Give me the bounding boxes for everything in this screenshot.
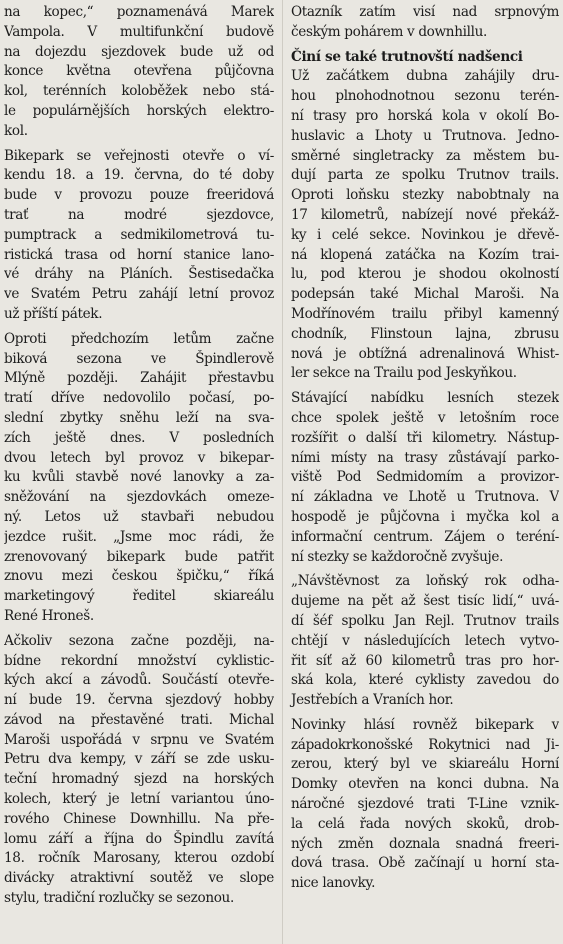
text-line: „Návštěvnost za loňský rok odha- [291,573,559,590]
text-line: la celá řada nových skoků, drob- [291,815,559,832]
text-line: viště Pod Sedmidomím a provizor- [291,469,559,486]
text-line: hou plnohodnotnou sezonu terén- [291,88,559,105]
text-line: Modřínovém trailu přibyl kamenný [291,305,559,322]
text-line: Maroši uspořádá v srpnu ve Svatém [4,731,274,748]
text-line: dí šéf spolku Jan Rejl. Trutnov trails [291,612,559,629]
text-line: ný. Letos už stavbaři nebudou [4,508,274,525]
text-line: informační centrum. Zájem o teréní- [291,528,559,545]
text-line: dvou letech byl provoz v bikepar- [4,449,274,466]
text-line: bude v provozu pouze freeridová [4,187,274,204]
text-line: rozšířit o další tři kilometry. Nástup- [291,429,559,446]
text-line: 17 kilometrů, nabízejí nové překáž- [291,206,559,223]
text-line: ler sekce na Trailu pod Jeskyňkou. [291,365,517,382]
text-line: znovu mezi českou špičku,“ říká [4,568,274,585]
text-line: ku kvůli stavbě nové lanovky a za- [4,469,274,486]
text-line: Bikepark se veřejnosti otevře o ví- [4,147,274,164]
article-paragraph [291,43,559,385]
article-paragraph [291,3,559,43]
text-line: le populárnějších horských elektro- [4,102,274,119]
text-line: ská kola, které cyklisty zavedou do [291,672,559,689]
text-line: na dojezdu sjezdovek bude už od [4,43,274,60]
text-line: zích ještě dnes. V posledních [4,429,274,446]
article-column-right [291,3,559,894]
text-line: Vampola. V multifunkční budově [4,23,274,40]
article-paragraph [4,627,274,909]
text-line: zrenovovaný bikepark bude patřit [4,548,274,565]
text-line: jezdce rušit. „Jsme moc rádi, že [4,528,274,545]
text-line: chodník, Flinstoun lajna, zbrusu [291,325,559,342]
text-line: na kopec,“ poznamenává Marek [4,4,274,20]
text-line: rového Chinese Downhillu. Na pře- [4,810,274,827]
article-paragraph [291,711,559,894]
text-line: dová trasa. Obě začínají u horní sta- [291,855,559,872]
article-paragraph [4,325,274,627]
text-line: západokrkonošské Rokytnici nad Ji- [291,736,559,753]
text-line: ná klopená zatáčka na Kozím trai- [291,246,559,263]
text-line: Jestřebích a Vraních hor. [291,692,454,709]
text-line: dují parta ze spolku Trutnov trails. [291,167,559,184]
text-line: René Hroneš. [4,607,94,624]
text-line: už příští pátek. [4,305,103,322]
text-line: sněžování na sjezdovkách omeze- [4,489,274,506]
text-line: českým pohárem v downhillu. [291,23,487,40]
text-line: náročné sjezdové trati T-Line vznik- [291,796,559,813]
text-line: lomu září a října do Špindlu zavítá [4,830,274,847]
text-line: marketingový ředitel skiareálu [4,588,274,605]
text-line: ní základna ve Lhotě u Trutnova. V [291,489,559,506]
text-line: chtějí v následujících letech vytvo- [291,632,559,649]
text-line: hospodě je půjčovna i myčka kol a [291,508,559,525]
text-line: kol. [4,122,28,139]
article-paragraph [4,3,274,142]
text-line: ristická trasa od horní stanice lano- [4,246,274,263]
text-line: ními místy na trasy zůstávají parko- [291,449,559,466]
text-line: tratí dříve nedovolilo počasí, po- [4,390,274,407]
text-line: teční hromadný sjezd na horských [4,771,274,788]
text-line: Stávající nabídku lesních stezek [291,390,559,407]
text-line: ní stezky se každoročně zvyšuje. [291,548,504,565]
text-line: ve Svatém Petru zahájí letní provoz [4,286,274,303]
text-line: slední zbytky sněhu leží na sva- [4,409,274,426]
text-line: dujeme na pět až šest tisíc lidí,“ uvá- [291,593,559,610]
text-line: trať na modré sjezdovce, [4,206,274,223]
text-line: zerou, který byl ve skiareálu Horní [291,756,559,773]
text-line: Oproti předchozím letům začne [4,330,274,347]
text-line: Ačkoliv sezona začne později, na- [4,632,274,649]
article-paragraph [291,567,559,711]
text-line: závod na přestavěné trati. Michal [4,711,274,728]
text-line: kolech, který je letní variantou úno- [4,791,274,808]
text-line: chce spolek ještě v letošním roce [291,409,559,426]
text-line: směrné singletracky za městem bu- [291,147,559,164]
text-line: 18. ročník Marosany, kterou ozdobí [4,850,274,867]
text-line: ných změn doznala snadná freeri- [291,835,559,852]
text-line: ní trasy pro horská kola v okolí Bo- [291,107,559,124]
text-line: ky i celé sekce. Novinkou je dřevě- [291,226,559,243]
column-divider [282,0,283,944]
text-line: Mlýně později. Zahájit přestavbu [4,370,274,387]
text-line: Oproti loňsku stezky nabobtnaly na [291,187,559,204]
text-line: nice lanovky. [291,875,376,892]
text-line: Novinky hlásí rovněž bikepark v [291,716,559,733]
text-line: Otazník zatím visí nad srpnovým [291,4,559,20]
text-line: divácky atraktivní soutěž ve slope [4,870,274,887]
text-line: Už začátkem dubna zahájily dru- [291,68,559,85]
text-line: huslavic a Lhoty u Trutnova. Jedno- [291,127,559,144]
section-subheading: Činí se také trutnovští nadšenci [291,48,523,65]
text-line: Domky otevřen na konci dubna. Na [291,776,559,793]
text-line: podepsán také Michal Maroši. Na [291,286,559,303]
article-column-left [4,3,274,909]
text-line: kol, terénních koloběžek nebo stá- [4,83,274,100]
text-line: ní bude 19. června sjezdový hobby [4,692,274,709]
text-line: kých akcí a závodů. Součástí otevře- [4,672,274,689]
text-line: vé dráhy na Pláních. Šestisedačka [4,266,274,283]
text-line: Petru dva kempy, v září se zde usku- [4,751,274,768]
text-line: lu, pod kterou je shodou okolností [291,266,559,283]
text-line: stylu, tradiční rozlučky se sezonou. [4,890,234,907]
text-line: pumptrack a sedmikilometrová tu- [4,226,274,243]
article-paragraph [291,384,559,567]
text-line: bídne rekordní množství cyklistic- [4,652,274,669]
text-line: nová je obtížná adrenalinová Whist- [291,345,559,362]
text-line: konce května otevřena půjčovna [4,63,274,80]
article-paragraph [4,142,274,325]
text-line: kendu 18. a 19. června, do té doby [4,167,274,184]
text-line: řit síť až 60 kilometrů tras pro hor- [291,652,559,669]
text-line: biková sezona ve Špindlerově [4,350,274,367]
